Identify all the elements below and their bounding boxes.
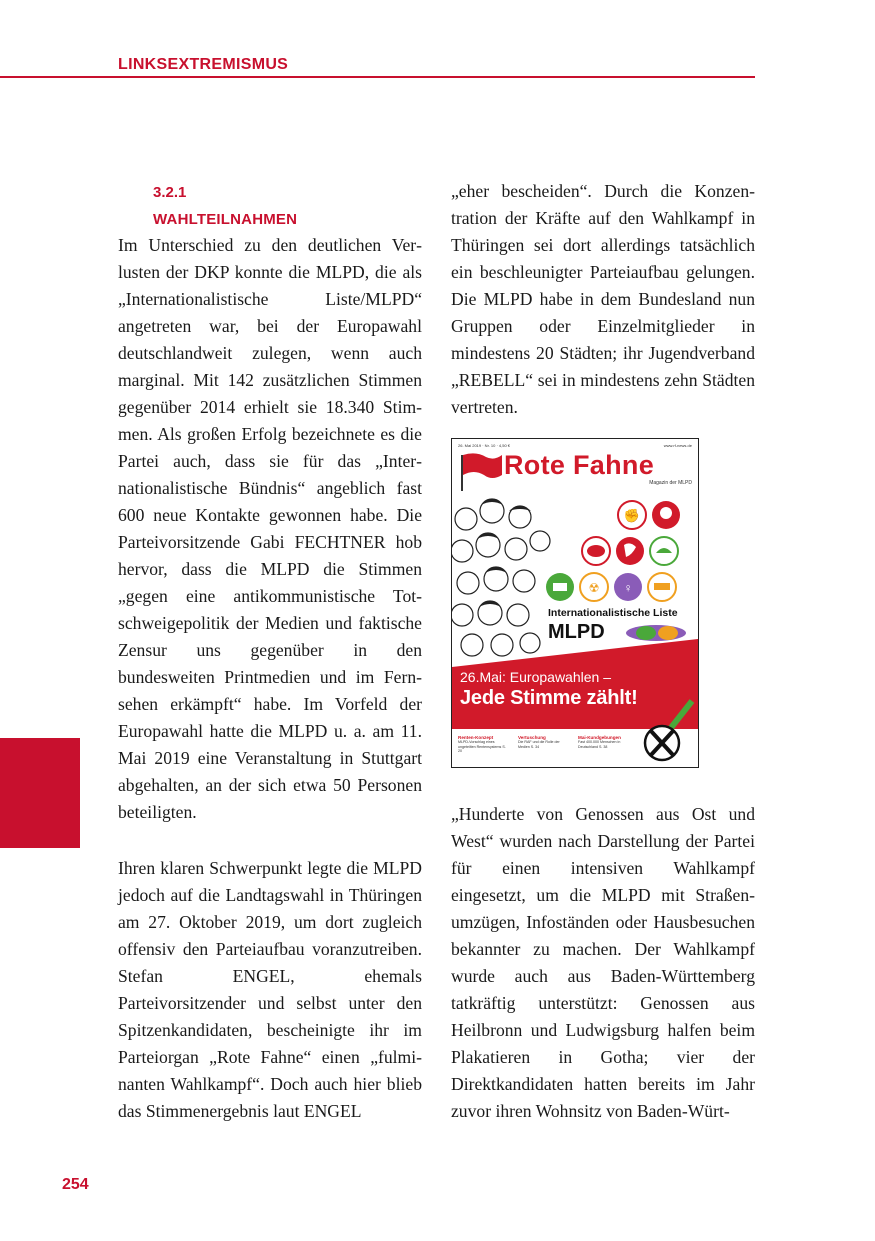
crowd-illustration-icon: [452, 489, 552, 659]
paragraph-text: „Hunderte von Genossen aus Ost und West“ wurden nach Darstellung der Partei für einen intensiven Wahlkampf eingesetzt, um die MLPD mit Straßenumzügen, Infoständen oder Hausbesuchen bekannter zu machen. Der Wahlkampf wurde auch aus Baden-Württemberg tatkräftig unterstützt: Genossen aus Heilbronn und Ludwigsburg halfen beim Plakatieren in Gotha; vier der Direktkandidaten hatten bereits im Jahr zuvor ihren Wohnsitz von Baden-Würt-: [451, 804, 755, 1121]
magazine-cover: [451, 438, 699, 768]
chapter-tab: [0, 738, 80, 848]
cover-footer-item: [518, 735, 570, 749]
cover-footer-head: Mai-Kundgebungen: [578, 735, 621, 740]
cover-footer-text: MLPD-Vorschlag eines ungeteilten Rentensystems S. 20: [458, 740, 506, 754]
paragraph-text: „eher bescheiden“. Durch die Konzentration der Kräfte auf den Wahlkampf in Thüringen sei dort allerdings tatsächlich ein beschleunigter Parteiaufbau gelungen. Die MLPD habe in dem Bundesland nun Gruppen oder Einzelmitglieder in mindestens 20 Städten; ihr Jugendverband „REBELL“ sei in mindestens zehn Städten vertreten.: [451, 181, 755, 417]
cover-slogan: Jede Stimme zählt!: [460, 687, 638, 709]
page-number: 254: [62, 1176, 89, 1193]
section-title: WAHLTEILNAHMEN: [153, 211, 298, 228]
cover-subtitle: Magazin der MLPD: [649, 480, 692, 486]
cover-footer-text: Die RAF und die Rolle der Medien S. 34: [518, 740, 560, 749]
section-number: 3.2.1: [153, 184, 187, 201]
right-column-paragraph-2: [451, 801, 755, 1125]
theme-icons: [544, 497, 694, 605]
left-column-paragraph-1: [118, 232, 422, 826]
left-column-paragraph-2: [118, 855, 422, 1125]
ballot-cross-icon: [640, 699, 696, 765]
cover-footer-head: Renten-Konzept: [458, 735, 494, 740]
red-flag-icon: [456, 449, 504, 493]
cover-topline-right: www.rf-news.de: [663, 443, 692, 448]
paragraph-text: Ihren klaren Schwerpunkt legte die MLPD jedoch auf die Landtagswahl in Thüringen am 27. Oktober 2019, um dort zugleich offensiv den Parteiaufbau voranzutreiben. Stefan ENGEL, ehemals Parteivorsitzender und selbst unter den Spitzenkandidaten, bescheinigte ihr im Parteiorgan „Rote Fahne“ einen „fulminanten Wahlkampf“. Doch auch hier blieb das Stimmenergebnis laut ENGEL: [118, 858, 422, 1121]
cover-list-label: Internationalistische Liste: [548, 607, 678, 619]
svg-text:✊: ✊: [623, 508, 641, 523]
cover-footer-text: Fast 400.000 Menschen in Deutschland S. 38: [578, 740, 621, 749]
svg-text:♀: ♀: [623, 581, 633, 595]
header-rule: [0, 76, 755, 78]
running-header: LINKSEXTREMISMUS: [118, 56, 289, 73]
cover-title: Rote Fahne: [504, 450, 655, 480]
cover-footer-head: Vertuschung: [518, 735, 546, 740]
svg-text:☢: ☢: [588, 581, 600, 595]
cover-party-name: MLPD: [548, 621, 605, 643]
right-column-paragraph-1: [451, 178, 755, 421]
cover-date-line: 26.Mai: Europawahlen –: [460, 669, 611, 685]
paragraph-text: Im Unterschied zu den deutlichen Verlusten der DKP konnte die MLPD, die als „Internationalistische Liste/MLPD“ angetreten war, bei der Europawahl deutschlandweit zulegen, wenn auch marginal. Mit 142 zusätzlichen Stimmen gegenüber 2014 erhielt sie 18.340 Stimmen. Als großen Erfolg bezeichnete es die Partei auch, dass sie für das „Internationalistische Bündnis“ angeblich fast 600 neue Kontakte gewonnen habe. Die Parteivorsitzende Gabi FECHTNER hob hervor, dass die MLPD die Stimmen „gegen eine antikommunistische Totschweigepolitik der Medien und faktische Zensur uns gegenüber in den bundesweiten Printmedien und im Fernsehen erkämpft“ habe. Im Vorfeld der Europawahl hatte die MLPD u. a. am 11. Mai 2019 eine Veranstaltung in Stuttgart abgehalten, an der sich etwa 50 Personen beteiligten.: [118, 235, 422, 822]
cover-topline: 26. Mai 2019 · Nr. 10 · 4,50 €: [458, 443, 511, 448]
cover-footer-item: [578, 735, 630, 749]
cover-footer-item: [458, 735, 510, 754]
